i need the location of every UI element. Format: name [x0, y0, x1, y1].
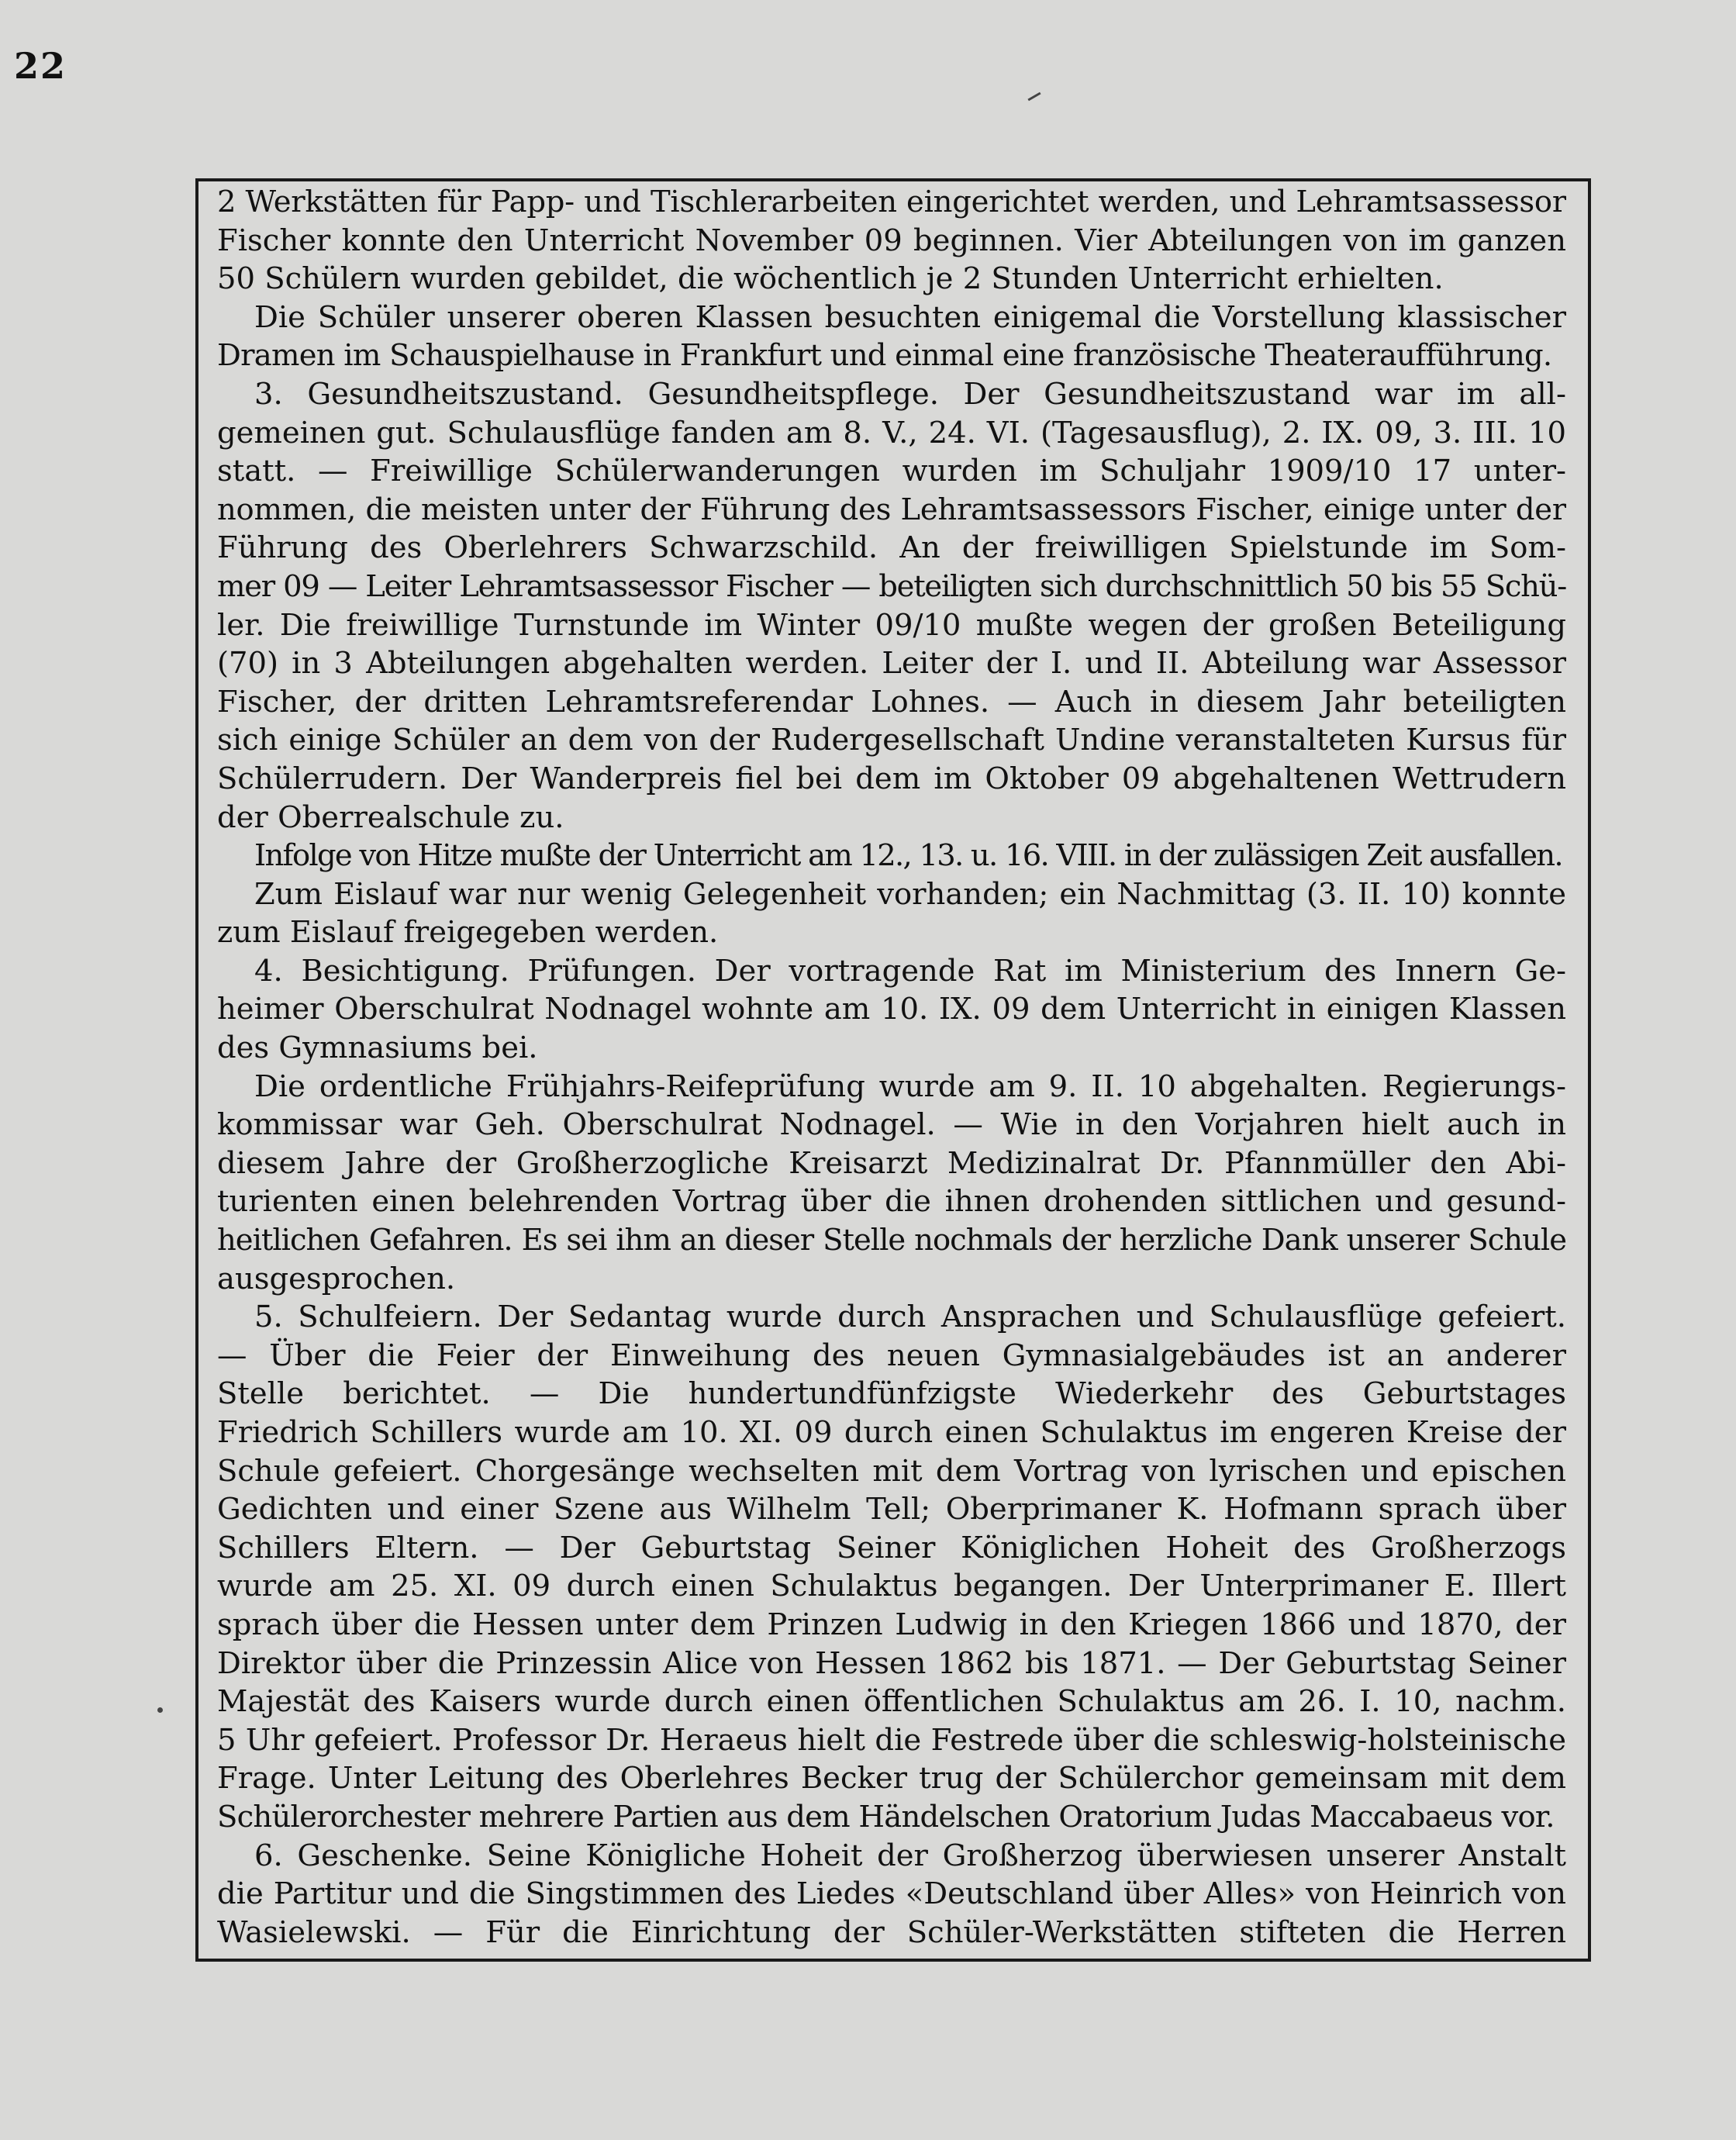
text-line: heitlichen Gefahren. Es sei ihm an dieser Stelle nochmals der herzliche Dank unserer Schule	[217, 1223, 1566, 1258]
text-line: heimer Oberschulrat Nodnagel wohnte am 10. IX. 09 dem Unterricht in einigen Klassen	[217, 992, 1566, 1027]
text-line: nommen, die meisten unter der Führung des Lehramtsassessors Fischer, einige unter der	[217, 492, 1566, 527]
text-line: Schülerorchester mehrere Partien aus dem Händelschen Oratorium Judas Maccabaeus vor.	[217, 1799, 1555, 1835]
page-text	[217, 183, 1566, 1952]
text-line: sprach über die Hessen unter dem Prinzen Ludwig in den Kriegen 1866 und 1870, der	[217, 1607, 1566, 1642]
text-line: (70) in 3 Abteilungen abgehalten werden. Leiter der I. und II. Abteilung war Assessor	[217, 646, 1566, 682]
text-line: mer 09 — Leiter Lehramtsassessor Fischer — beteiligten sich durchschnittlich 50 bis 55 Schü-	[217, 568, 1566, 604]
text-line: 50 Schülern wurden gebildet, die wöchentlich je 2 Stunden Unterricht erhielten.	[217, 261, 1444, 297]
text-line: sich einige Schüler an dem von der Rudergesellschaft Undine veranstalteten Kursus für	[217, 723, 1566, 758]
text-line: 4. Besichtigung. Prüfungen. Der vortragende Rat im Ministerium des Innern Ge-	[254, 953, 1566, 989]
text-line: Die ordentliche Frühjahrs-Reifeprüfung wurde am 9. II. 10 abgehalten. Regierungs-	[254, 1068, 1566, 1104]
text-line: Die Schüler unserer oberen Klassen besuchten einigemal die Vorstellung klassischer	[254, 299, 1566, 335]
text-line: Stelle berichtet. — Die hundertundfünfzigste Wiederkehr des Geburtstages	[217, 1376, 1566, 1412]
text-line: Schule gefeiert. Chorgesänge wechselten mit dem Vortrag von lyrischen und epischen	[217, 1453, 1566, 1489]
text-line: Wasielewski. — Für die Einrichtung der Schüler-Werkstätten stifteten die Herren	[217, 1914, 1566, 1950]
scan-mark-dot	[157, 1707, 163, 1713]
text-line: turienten einen belehrenden Vortrag über die ihnen drohenden sittlichen und gesund-	[217, 1184, 1566, 1220]
text-line: gemeinen gut. Schulausflüge fanden am 8. V., 24. VI. (Tagesausflug), 2. IX. 09, 3. III. 10	[217, 415, 1566, 450]
text-line: kommissar war Geh. Oberschulrat Nodnagel. — Wie in den Vorjahren hielt auch in	[217, 1107, 1566, 1143]
text-line: Friedrich Schillers wurde am 10. XI. 09 durch einen Schulaktus im engeren Kreise der	[217, 1415, 1566, 1450]
text-line: Zum Eislauf war nur wenig Gelegenheit vorhanden; ein Nachmittag (3. II. 10) konnte	[254, 876, 1566, 912]
text-line: Gedichten und einer Szene aus Wilhelm Tell; Oberprimaner K. Hofmann sprach über	[217, 1492, 1566, 1527]
text-line: Majestät des Kaisers wurde durch einen öffentlichen Schulaktus am 26. I. 10, nachm.	[217, 1684, 1566, 1720]
text-line: des Gymnasiums bei.	[217, 1030, 538, 1066]
scan-mark-stroke	[1027, 92, 1041, 102]
text-line: Frage. Unter Leitung des Oberlehres Becker trug der Schülerchor gemeinsam mit dem	[217, 1761, 1566, 1797]
text-line: Infolge von Hitze mußte der Unterricht am 12., 13. u. 16. VIII. in der zulässigen Zeit ausfallen.	[254, 838, 1562, 874]
text-line: 5. Schulfeiern. Der Sedantag wurde durch Ansprachen und Schulausflüge gefeiert.	[254, 1300, 1566, 1335]
text-line: wurde am 25. XI. 09 durch einen Schulaktus begangen. Der Unterprimaner E. Illert	[217, 1569, 1566, 1604]
text-line: Dramen im Schauspielhause in Frankfurt und einmal eine französische Theateraufführung.	[217, 338, 1552, 374]
text-line: ler. Die freiwillige Turnstunde im Winter 09/10 mußte wegen der großen Beteiligung	[217, 607, 1566, 643]
text-line: — Über die Feier der Einweihung des neuen Gymnasialgebäudes ist an anderer	[217, 1338, 1566, 1373]
text-line: 6. Geschenke. Seine Königliche Hoheit der Großherzog überwiesen unserer Anstalt	[254, 1838, 1566, 1873]
text-line: 2 Werkstätten für Papp- und Tischlerarbeiten eingerichtet werden, und Lehramtsassessor	[217, 185, 1566, 219]
text-line: diesem Jahre der Großherzogliche Kreisarzt Medizinalrat Dr. Pfannmüller den Abi-	[217, 1145, 1566, 1181]
text-line: 3. Gesundheitszustand. Gesundheitspflege. Der Gesundheitszustand war im all-	[254, 376, 1566, 412]
text-line: Führung des Oberlehrers Schwarzschild. An der freiwilligen Spielstunde im Som-	[217, 530, 1566, 566]
text-line: Fischer, der dritten Lehramtsreferendar Lohnes. — Auch in diesem Jahr beteiligten	[217, 684, 1566, 720]
text-line: ausgesprochen.	[217, 1261, 456, 1296]
text-line: Fischer konnte den Unterricht November 09 beginnen. Vier Abteilungen von im ganzen	[217, 223, 1566, 258]
page-number: 22	[14, 45, 67, 87]
text-line: statt. — Freiwillige Schülerwanderungen wurden im Schuljahr 1909/10 17 unter-	[217, 454, 1566, 489]
text-line: der Oberrealschule zu.	[217, 799, 564, 835]
text-line: Schillers Eltern. — Der Geburtstag Seiner Königlichen Hoheit des Großherzogs	[217, 1530, 1566, 1565]
text-line: die Partitur und die Singstimmen des Liedes «Deutschland über Alles» von Heinrich von	[217, 1876, 1566, 1912]
text-line: zum Eislauf freigegeben werden.	[217, 915, 719, 951]
text-line: Schülerrudern. Der Wanderpreis fiel bei dem im Oktober 09 abgehaltenen Wettrudern	[217, 761, 1566, 796]
text-line: Direktor über die Prinzessin Alice von Hessen 1862 bis 1871. — Der Geburtstag Seiner	[217, 1645, 1566, 1681]
text-line: 5 Uhr gefeiert. Professor Dr. Heraeus hielt die Festrede über die schleswig-holsteinische	[217, 1722, 1566, 1758]
